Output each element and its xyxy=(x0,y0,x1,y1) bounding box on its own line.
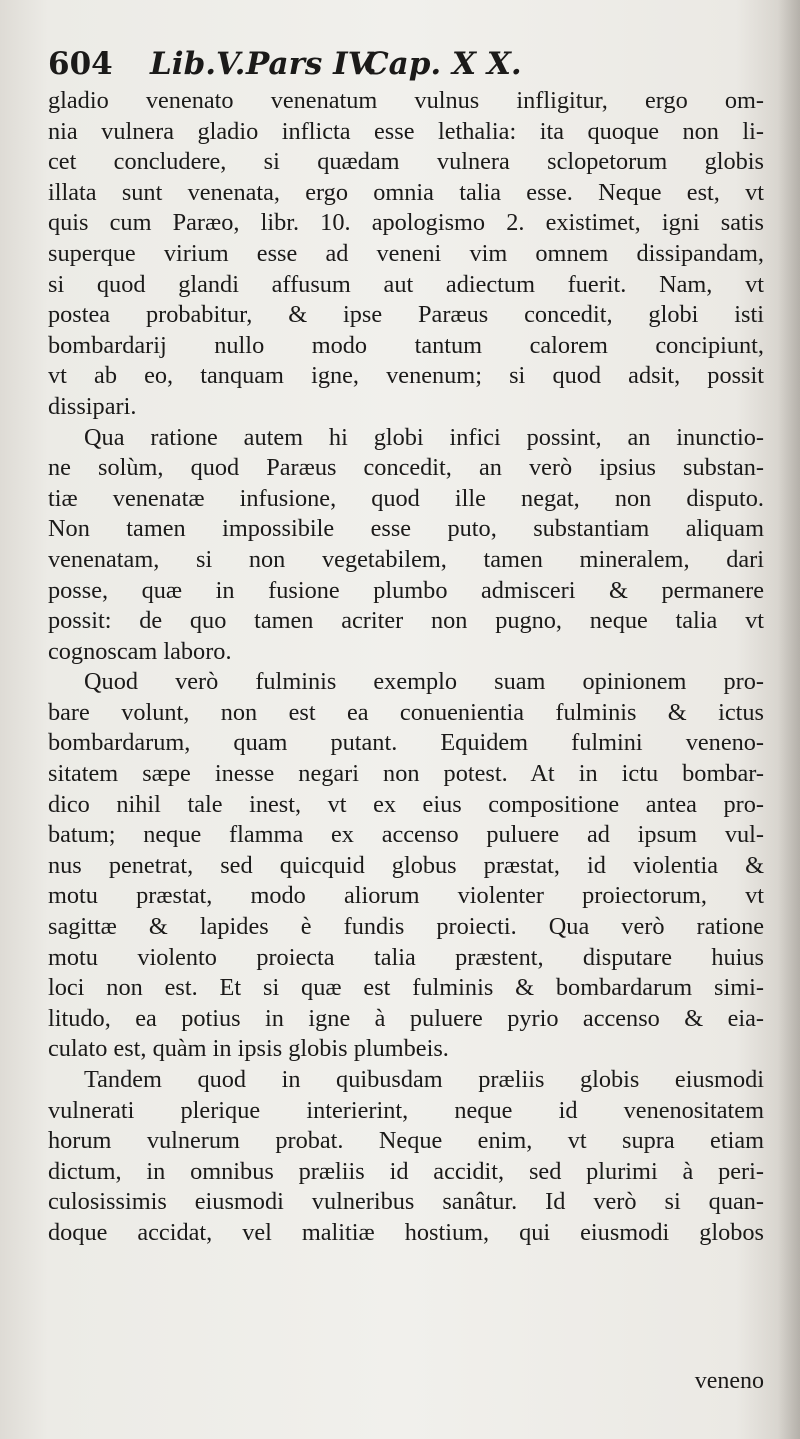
page-number: 604 xyxy=(48,46,113,82)
text-line: posse, quæ in fusione plumbo admisceri & permanere xyxy=(48,576,764,604)
text-line: postea probabitur, & ipse Paræus concedit, globi isti xyxy=(48,301,764,329)
text-line: motu violento proiecta talia præstent, disputare huius xyxy=(48,943,764,971)
text-line: cet concludere, si quædam vulnera sclopetorum globis xyxy=(48,148,764,176)
text-line: Quod verò fulminis exemplo suam opinionem pro- xyxy=(84,668,764,696)
text-line: dissipari. xyxy=(48,392,137,420)
text-line: vt ab eo, tanquam igne, venenum; si quod adsit, possit xyxy=(48,362,764,390)
page-text-block xyxy=(48,42,764,1249)
text-line: bombardarum, quam putant. Equidem fulmini veneno- xyxy=(48,729,764,757)
text-line: horum vulnerum probat. Neque enim, vt supra etiam xyxy=(48,1127,764,1155)
text-line: sitatem sæpe inesse negari non potest. At in ictu bombar- xyxy=(48,760,764,788)
text-line: culosissimis eiusmodi vulneribus sanâtur. Id verò si quan- xyxy=(48,1188,764,1216)
text-line: bombardarij nullo modo tantum calorem concipiunt, xyxy=(48,331,764,359)
text-line: nia vulnera gladio inflicta esse lethalia: ita quoque non li- xyxy=(48,117,764,145)
text-line: nus penetrat, sed quicquid globus præstat, id violentia & xyxy=(48,851,764,879)
text-line: Non tamen impossibile esse puto, substantiam aliquam xyxy=(48,515,764,543)
text-line: motu præstat, modo aliorum violenter proiectorum, vt xyxy=(48,882,764,910)
text-line: batum; neque flamma ex accenso puluere ad ipsum vul- xyxy=(48,821,764,849)
text-line: possit: de quo tamen acriter non pugno, neque talia vt xyxy=(48,607,764,635)
text-line: culato est, quàm in ipsis globis plumbeis. xyxy=(48,1035,449,1063)
text-line: illata sunt venenata, ergo omnia talia esse. Neque est, vt xyxy=(48,178,764,206)
text-line: litudo, ea potius in igne à puluere pyrio accenso & eia- xyxy=(48,1004,764,1032)
page-gutter-shadow xyxy=(778,0,800,1439)
text-line: tiæ venenatæ infusione, quod ille negat, non disputo. xyxy=(48,484,764,512)
text-line: ne solùm, quod Paræus concedit, an verò ipsius substan- xyxy=(48,454,764,482)
text-line: superque virium esse ad veneni vim omnem dissipandam, xyxy=(48,239,764,267)
text-line: venenatam, si non vegetabilem, tamen mineralem, dari xyxy=(48,545,764,573)
text-line: quis cum Paræo, libr. 10. apologismo 2. existimet, igni satis xyxy=(48,209,764,237)
text-line: doque accidat, vel malitiæ hostium, qui eiusmodi globos xyxy=(48,1218,764,1246)
text-line: dictum, in omnibus præliis id accidit, sed plurimi à peri- xyxy=(48,1157,764,1185)
text-line: dico nihil tale inest, vt ex eius compositione antea pro- xyxy=(48,790,764,818)
text-line: si quod glandi affusum aut adiectum fuerit. Nam, vt xyxy=(48,270,764,298)
text-line: Qua ratione autem hi globi infici possint, an inunctio- xyxy=(84,423,764,451)
header-part: Pars IV. xyxy=(246,46,378,82)
text-line: bare volunt, non est ea conuenientia fulminis & ictus xyxy=(48,698,764,726)
header-book: Lib.V. xyxy=(150,46,246,82)
text-line: Tandem quod in quibusdam præliis globis eiusmodi xyxy=(84,1066,764,1093)
header-chapter: Cap. X X. xyxy=(364,46,522,82)
text-line: vulnerati plerique interierint, neque id venenositatem xyxy=(48,1096,764,1124)
text-line: gladio venenato venenatum vulnus infligitur, ergo om- xyxy=(48,87,764,114)
catchword: veneno xyxy=(694,1368,764,1394)
body-text xyxy=(48,86,764,1249)
text-line: cognoscam laboro. xyxy=(48,637,232,665)
text-line: sagittæ & lapides è fundis proiecti. Qua verò ratione xyxy=(48,913,764,941)
running-header xyxy=(48,42,764,86)
text-line: loci non est. Et si quæ est fulminis & bombardarum simi- xyxy=(48,974,764,1002)
